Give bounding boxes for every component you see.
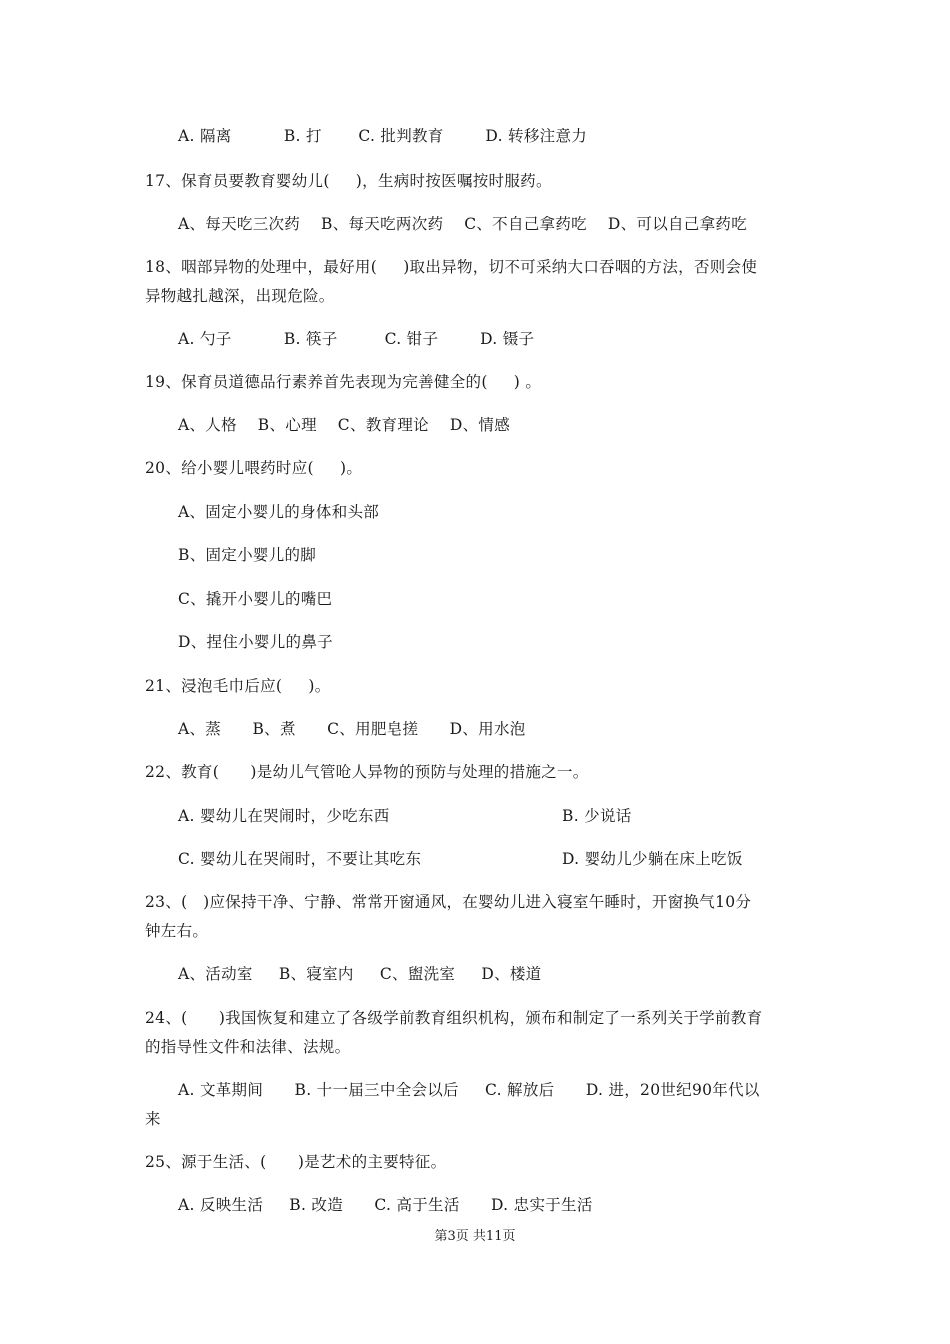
q22-option-c: C. 婴幼儿在哭闹时，不要让其吃东 (178, 850, 422, 868)
q21-options: A、蒸 B、煮 C、用肥皂搓 D、用水泡 (178, 720, 526, 738)
q20-option-b: B、固定小婴儿的脚 (178, 546, 317, 564)
q20-option-c: C、撬开小婴儿的嘴巴 (178, 590, 333, 608)
q18-question-cont: 异物越扎越深，出现危险。 (145, 287, 335, 305)
q16-options: A. 隔离 B. 打 C. 批判教育 D. 转移注意力 (178, 127, 588, 145)
q24-options-cont: 来 (145, 1110, 161, 1128)
q24-question: 24、( )我国恢复和建立了各级学前教育组织机构，颁布和制定了一系列关于学前教育 (145, 1009, 763, 1027)
q18-question: 18、咽部异物的处理中，最好用( )取出异物，切不可采纳大口吞咽的方法，否则会使 (145, 258, 758, 276)
q23-options: A、活动室 B、寝室内 C、盥洗室 D、楼道 (178, 965, 542, 983)
page-footer: 第3页 共11页 (434, 1229, 516, 1244)
q25-question: 25、源于生活、( )是艺术的主要特征。 (145, 1153, 447, 1171)
q21-question: 21、浸泡毛巾后应( )。 (145, 677, 331, 695)
q23-question: 23、( )应保持干净、宁静、常常开窗通风，在婴幼儿进入寝室午睡时，开窗换气10分 (145, 893, 752, 911)
q24-options: A. 文革期间 B. 十一届三中全会以后 C. 解放后 D. 进，20世纪90年代以 (178, 1081, 760, 1099)
q22-option-b: B. 少说话 (562, 807, 632, 825)
q25-options: A. 反映生活 B. 改造 C. 高于生活 D. 忠实于生活 (178, 1196, 593, 1214)
q19-question: 19、保育员道德品行素养首先表现为完善健全的( ) 。 (145, 373, 542, 391)
q22-option-d: D. 婴幼儿少躺在床上吃饭 (562, 850, 743, 868)
q17-question: 17、保育员要教育婴幼儿( )，生病时按医嘱按时服药。 (145, 172, 552, 190)
q24-question-cont: 的指导性文件和法律、法规。 (145, 1038, 351, 1056)
q22-question: 22、教育( )是幼儿气管呛人异物的预防与处理的措施之一。 (145, 763, 589, 781)
q20-option-d: D、捏住小婴儿的鼻子 (178, 633, 333, 651)
q22-option-a: A. 婴幼儿在哭闹时，少吃东西 (178, 807, 390, 825)
q20-question: 20、给小婴儿喂药时应( )。 (145, 459, 363, 477)
q20-option-a: A、固定小婴儿的身体和头部 (178, 503, 380, 521)
q17-options: A、每天吃三次药 B、每天吃两次药 C、不自己拿药吃 D、可以自己拿药吃 (178, 215, 747, 233)
q18-options: A. 勺子 B. 筷子 C. 钳子 D. 镊子 (178, 330, 535, 348)
q19-options: A、人格 B、心理 C、教育理论 D、情感 (178, 416, 510, 434)
q23-question-cont: 钟左右。 (145, 922, 209, 940)
